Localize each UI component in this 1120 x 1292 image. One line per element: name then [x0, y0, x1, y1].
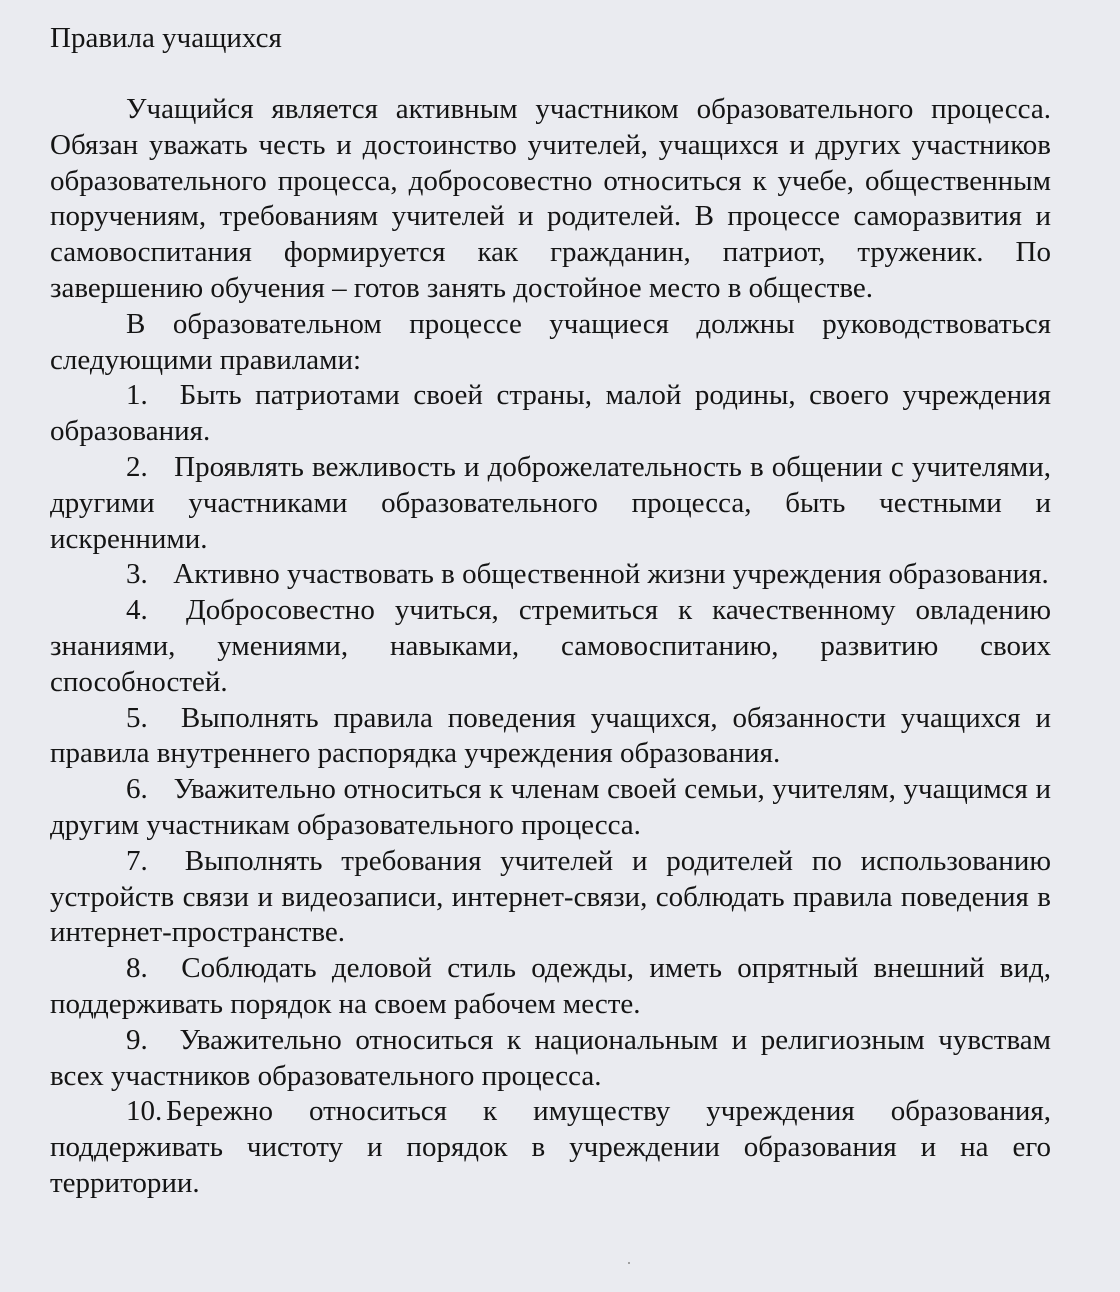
rule-number: 7.	[126, 844, 148, 877]
scan-speck	[628, 1262, 630, 1264]
rule-text: Выполнять требования учителей и родителей по использованию устройств связи и видеозаписи, интернет-связи, соблюдать правила поведения в интернет-пространстве.	[50, 844, 1052, 949]
rule-text: Бережно относиться к имуществу учреждения образования, поддерживать чистоту и порядок в учреждении образования и на его территории.	[50, 1095, 1051, 1199]
document-body	[50, 92, 1051, 1202]
rule-number: 10.	[126, 1095, 163, 1128]
rule-number: 5.	[126, 701, 148, 734]
rule-text: Активно участвовать в общественной жизни учреждения образования.	[173, 558, 1049, 591]
rule-item-10	[50, 1094, 1051, 1201]
rule-text: Уважительно относиться к членам своей семьи, учителям, учащимся и другим участникам образовательного процесса.	[50, 773, 1052, 841]
rule-text: Добросовестно учиться, стремиться к качественному овладению знаниями, умениями, навыками, самовоспитанию, развитию своих способностей.	[50, 594, 1051, 698]
rule-number: 3.	[126, 558, 148, 591]
rule-number: 9.	[126, 1023, 148, 1056]
rules-lead-paragraph: В образовательном процессе учащиеся должны руководствоваться следующими правилами:	[50, 307, 1051, 376]
document-title: Правила учащихся	[50, 22, 282, 54]
rule-number: 2.	[126, 450, 148, 483]
rule-text: Быть патриотами своей страны, малой родины, своего учреждения образования.	[50, 379, 1052, 448]
rule-item-4	[50, 593, 1051, 700]
rule-text: Соблюдать деловой стиль одежды, иметь опрятный внешний вид, поддерживать порядок на своем рабочем месте.	[50, 952, 1051, 1020]
rule-number: 6.	[126, 773, 148, 806]
rule-number: 4.	[126, 594, 148, 627]
rule-text: Проявлять вежливость и доброжелательность в общении с учителями, другими участниками образовательного процесса, быть честными и искренними.	[50, 450, 1051, 555]
rule-number: 8.	[126, 952, 148, 985]
rule-item-8	[50, 951, 1051, 1023]
rule-item-2	[50, 450, 1051, 557]
rule-item-6	[50, 772, 1051, 844]
rule-item-3	[50, 557, 1051, 593]
rule-text: Выполнять правила поведения учащихся, обязанности учащихся и правила внутреннего распорядка учреждения образования.	[50, 701, 1052, 770]
rule-item-7	[50, 844, 1051, 951]
rule-item-5	[50, 701, 1051, 773]
rule-item-9	[50, 1023, 1051, 1095]
rule-text: Уважительно относиться к национальным и религиозным чувствам всех участников образовательного процесса.	[50, 1023, 1051, 1092]
rule-number: 1.	[126, 379, 148, 412]
rule-item-1	[50, 378, 1051, 450]
intro-paragraph: Учащийся является активным участником образовательного процесса. Обязан уважать честь и достоинство учителей, учащихся и других участников образовательного процесса, добросовестно относиться к учебе, общественным поручениям, требованиям учителей и родителей. В процессе саморазвития и самовоспитания формируется как гражданин, патриот, труженик. По завершению обучения – готов занять достойное место в обществе.	[50, 93, 1051, 304]
